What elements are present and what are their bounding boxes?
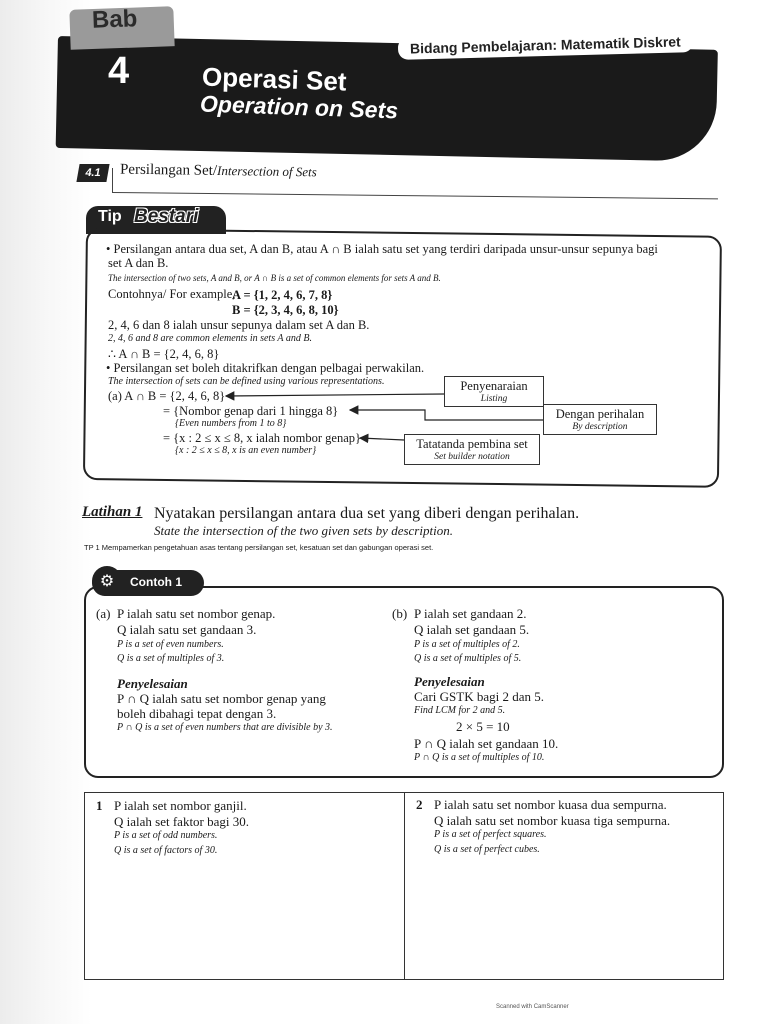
bab-label: Bab bbox=[91, 5, 138, 34]
tip-common-en: 2, 4, 6 and 8 are common elements in sets A and B. bbox=[108, 333, 312, 344]
q2-number: 2 bbox=[416, 797, 423, 812]
q2-answer-space[interactable] bbox=[410, 862, 716, 972]
latihan-title: Latihan 1 bbox=[82, 504, 143, 520]
bestari-label: Bestari bbox=[134, 206, 199, 227]
contoh-a-sol1: P ∩ Q ialah satu set nombor genap yang bbox=[117, 691, 326, 706]
q1-line1: P ialah set nombor ganjil. bbox=[114, 798, 247, 813]
tip-rep-builder-en: {x : 2 ≤ x ≤ 8, x is an even number} bbox=[175, 445, 317, 456]
contoh-b-label: (b) bbox=[392, 606, 408, 621]
tip-label: Tip bbox=[98, 208, 122, 225]
label-description-ms: Dengan perihalan bbox=[555, 407, 645, 421]
tp-descriptor: TP 1 Mempamerkan pengetahuan asas tentang persilangan set, kesatuan set dan gabungan operasi set. bbox=[84, 543, 434, 552]
contoh-b-en1: P is a set of multiples of 2. bbox=[414, 639, 520, 650]
chapter-title-ms: Operasi Set bbox=[201, 61, 348, 97]
tip-therefore: ∴ A ∩ B = {2, 4, 6, 8} bbox=[108, 347, 220, 361]
chapter-number: 4 bbox=[108, 50, 130, 92]
learning-area-label: Bidang Pembelajaran: Matematik Diskret bbox=[398, 30, 693, 60]
chapter-title-en: Operation on Sets bbox=[199, 90, 399, 124]
q2-line2: Q ialah satu set nombor kuasa tiga sempurna. bbox=[434, 813, 671, 828]
section-title-en: Intersection of Sets bbox=[216, 162, 317, 180]
tip-example-label: Contohnya/ For example, bbox=[108, 287, 236, 301]
contoh-a-label: (a) bbox=[96, 606, 111, 621]
contoh-b-sol5: P ∩ Q is a set of multiples of 10. bbox=[414, 752, 545, 763]
label-set-builder-ms: Tatatanda pembina set bbox=[416, 437, 528, 451]
q1-en1: P is a set of odd numbers. bbox=[114, 830, 218, 841]
q2-en2: Q is a set of perfect cubes. bbox=[434, 844, 540, 855]
tip-rep-listing: (a) A ∩ B = {2, 4, 6, 8} bbox=[108, 389, 226, 403]
contoh-a-sol3: P ∩ Q is a set of even numbers that are divisible by 3. bbox=[117, 722, 333, 733]
contoh-a-sol2: boleh dibahagi tepat dengan 3. bbox=[117, 706, 277, 721]
section-title-ms: Persilangan Set/ bbox=[119, 161, 218, 179]
contoh-b-sol1: Cari GSTK bagi 2 dan 5. bbox=[414, 689, 544, 704]
contoh-a-en1: P is a set of even numbers. bbox=[117, 639, 224, 650]
tip-bullet1-ms-line1: • Persilangan antara dua set, A dan B, atau A ∩ B ialah satu set yang terdiri daripada unsur-unsur sepunya bagi bbox=[106, 242, 658, 256]
arrow-description bbox=[350, 410, 543, 420]
contoh-b-sol3: 2 × 5 = 10 bbox=[456, 719, 510, 734]
q1-line2: Q ialah set faktor bagi 30. bbox=[114, 814, 250, 829]
latihan-instruction-en: State the intersection of the two given sets by description. bbox=[154, 523, 453, 538]
tip-common-ms: 2, 4, 6 dan 8 ialah unsur sepunya dalam set A dan B. bbox=[108, 318, 370, 332]
contoh-b-en2: Q is a set of multiples of 5. bbox=[414, 653, 522, 664]
arrow-set-builder bbox=[360, 438, 404, 440]
q1-number: 1 bbox=[96, 798, 103, 813]
tip-bullet2-ms: • Persilangan set boleh ditakrifkan dengan pelbagai perwakilan. bbox=[106, 361, 425, 375]
tip-bullet1-ms-line2: set A dan B. bbox=[108, 256, 169, 270]
tip-set-b: B = {2, 3, 4, 6, 8, 10} bbox=[232, 303, 339, 317]
q1-en2: Q is a set of factors of 30. bbox=[114, 845, 218, 856]
arrow-listing bbox=[226, 394, 444, 396]
q2-en1: P is a set of perfect squares. bbox=[434, 829, 547, 840]
tip-set-a: A = {1, 2, 4, 6, 7, 8} bbox=[232, 288, 333, 302]
contoh-label: Contoh 1 bbox=[130, 575, 182, 589]
label-listing-ms: Penyenaraian bbox=[460, 379, 528, 393]
scanner-footer: Scanned with CamScanner bbox=[496, 1004, 569, 1010]
section-number-badge: 4.1 bbox=[76, 164, 109, 182]
contoh-b-solution-heading: Penyelesaian bbox=[414, 674, 485, 689]
q2-line1: P ialah satu set nombor kuasa dua sempurna. bbox=[434, 797, 667, 812]
label-listing-en: Listing bbox=[480, 394, 508, 404]
contoh-b-line1: P ialah set gandaan 2. bbox=[414, 606, 527, 621]
contoh-a-solution-heading: Penyelesaian bbox=[117, 676, 188, 691]
tip-bullet2-en: The intersection of sets can be defined using various representations. bbox=[108, 376, 385, 387]
contoh-b-line2: Q ialah set gandaan 5. bbox=[414, 622, 530, 637]
contoh-b-sol2: Find LCM for 2 and 5. bbox=[414, 705, 506, 716]
tip-rep-builder-ms: = {x : 2 ≤ x ≤ 8, x ialah nombor genap} bbox=[163, 431, 362, 445]
q1-answer-space[interactable] bbox=[90, 862, 400, 972]
label-set-builder-en: Set builder notation bbox=[434, 452, 510, 462]
tip-rep-description-ms: = {Nombor genap dari 1 hingga 8} bbox=[163, 404, 339, 418]
contoh-a-en2: Q is a set of multiples of 3. bbox=[117, 653, 225, 664]
contoh-b-sol4: P ∩ Q ialah set gandaan 10. bbox=[414, 736, 559, 751]
contoh-a-line2: Q ialah satu set gandaan 3. bbox=[117, 622, 257, 637]
tip-bullet1-en: The intersection of two sets, A and B, or A ∩ B is a set of common elements for sets A and B. bbox=[108, 273, 441, 283]
label-description-en: By description bbox=[572, 422, 628, 432]
gear-icon: ⚙ bbox=[92, 566, 122, 596]
exercise-divider bbox=[404, 792, 405, 980]
tip-rep-description-en: {Even numbers from 1 to 8} bbox=[175, 418, 287, 429]
contoh-a-line1: P ialah satu set nombor genap. bbox=[117, 606, 276, 621]
latihan-instruction-ms: Nyatakan persilangan antara dua set yang diberi dengan perihalan. bbox=[154, 505, 580, 522]
